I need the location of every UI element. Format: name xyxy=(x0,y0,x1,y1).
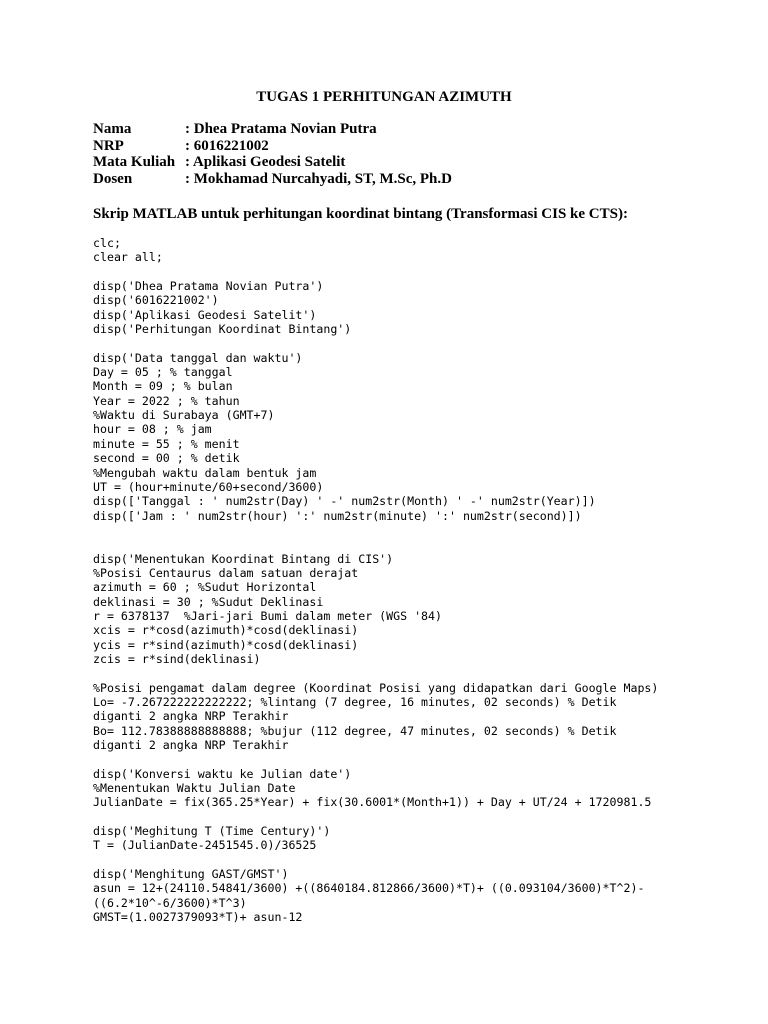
code-line: diganti 2 angka NRP Terakhir xyxy=(93,709,289,724)
code-line: Month = 09 ; % bulan xyxy=(93,379,233,394)
script-heading: Skrip MATLAB untuk perhitungan koordinat bintang (Transformasi CIS ke CTS): xyxy=(93,206,628,222)
code-line xyxy=(93,666,658,680)
code-line: Year = 2022 ; % tahun xyxy=(93,393,240,408)
code-line: diganti 2 angka NRP Terakhir xyxy=(93,738,289,753)
code-line: clc; xyxy=(93,236,121,250)
info-label: Dosen xyxy=(93,170,133,187)
info-label: Nama xyxy=(93,121,132,137)
code-line: Bo= 112.78388888888888; %bujur (112 degree, 47 minutes, 02 seconds) % Detik xyxy=(93,723,617,738)
code-line: %Menentukan Waktu Julian Date xyxy=(93,781,296,796)
info-row xyxy=(93,121,452,138)
code-line: T = (JulianDate-2451545.0)/36525 xyxy=(93,838,317,853)
code-line: asun = 12+(24110.54841/3600) +((8640184.812866/3600)*T)+ ((0.093104/3600)*T^2)- xyxy=(93,881,645,896)
code-line: %Waktu di Surabaya (GMT+7) xyxy=(93,408,275,423)
code-line: zcis = r*sind(deklinasi) xyxy=(93,651,261,666)
code-line: disp(['Tanggal : ' num2str(Day) ' -' num2str(Month) ' -' num2str(Year)]) xyxy=(93,494,596,509)
code-line xyxy=(93,265,658,279)
code-line: ycis = r*sind(azimuth)*cosd(deklinasi) xyxy=(93,637,359,652)
code-line: disp('Aplikasi Geodesi Satelit') xyxy=(93,307,317,322)
matlab-code-block xyxy=(93,236,658,925)
code-line: disp('Dhea Pratama Novian Putra') xyxy=(93,279,324,294)
code-line: r = 6378137 %Jari-jari Bumi dalam meter (WGS '84) xyxy=(93,608,443,623)
code-line: disp('Konversi waktu ke Julian date') xyxy=(93,766,352,781)
info-row xyxy=(93,154,452,171)
code-line xyxy=(93,853,658,867)
code-line: ((6.2*10^-6/3600)*T^3) xyxy=(93,895,247,910)
info-row xyxy=(93,171,452,188)
code-line: JulianDate = fix(365.25*Year) + fix(30.6001*(Month+1)) + Day + UT/24 + 1720981.5 xyxy=(93,795,652,810)
code-line: disp('6016221002') xyxy=(93,293,219,308)
code-line: minute = 55 ; % menit xyxy=(93,436,240,451)
code-line xyxy=(93,523,658,537)
code-line: xcis = r*cosd(azimuth)*cosd(deklinasi) xyxy=(93,623,359,638)
code-line xyxy=(93,537,658,551)
document-title: TUGAS 1 PERHITUNGAN AZIMUTH xyxy=(256,89,512,105)
code-line xyxy=(93,752,658,766)
code-line: clear all; xyxy=(93,250,163,265)
info-label: Mata Kuliah xyxy=(93,154,176,170)
code-line: Day = 05 ; % tanggal xyxy=(93,365,233,380)
code-line: disp(['Jam : ' num2str(hour) ':' num2str(minute) ':' num2str(second)]) xyxy=(93,508,582,523)
code-line: disp('Menghitung GAST/GMST') xyxy=(93,867,289,882)
code-line: GMST=(1.0027379093*T)+ asun-12 xyxy=(93,910,303,925)
code-line xyxy=(93,810,658,824)
info-value: : Aplikasi Geodesi Satelit xyxy=(185,154,346,170)
code-line: azimuth = 60 ; %Sudut Horizontal xyxy=(93,580,317,595)
info-value: : 6016221002 xyxy=(185,137,269,154)
code-line: disp('Perhitungan Koordinat Bintang') xyxy=(93,322,352,337)
info-value: : Dhea Pratama Novian Putra xyxy=(185,121,377,137)
code-line: UT = (hour+minute/60+second/3600) xyxy=(93,479,324,494)
code-line xyxy=(93,336,658,350)
code-line: disp('Menentukan Koordinat Bintang di CIS') xyxy=(93,551,394,566)
code-line: Lo= -7.267222222222222; %lintang (7 degree, 16 minutes, 02 seconds) % Detik xyxy=(93,695,617,709)
code-line: %Posisi pengamat dalam degree (Koordinat Posisi yang didapatkan dari Google Maps) xyxy=(93,680,659,695)
student-info xyxy=(93,121,452,187)
code-line: deklinasi = 30 ; %Sudut Deklinasi xyxy=(93,594,324,609)
code-line: second = 00 ; % detik xyxy=(93,451,240,466)
code-line: disp('Data tanggal dan waktu') xyxy=(93,350,303,365)
code-line: %Posisi Centaurus dalam satuan derajat xyxy=(93,565,359,580)
info-row xyxy=(93,138,452,155)
code-line: %Mengubah waktu dalam bentuk jam xyxy=(93,465,317,480)
code-line: disp('Meghitung T (Time Century)') xyxy=(93,824,331,839)
code-line: hour = 08 ; % jam xyxy=(93,422,212,437)
info-value: : Mokhamad Nurcahyadi, ST, M.Sc, Ph.D xyxy=(185,170,452,187)
info-label: NRP xyxy=(93,137,124,154)
